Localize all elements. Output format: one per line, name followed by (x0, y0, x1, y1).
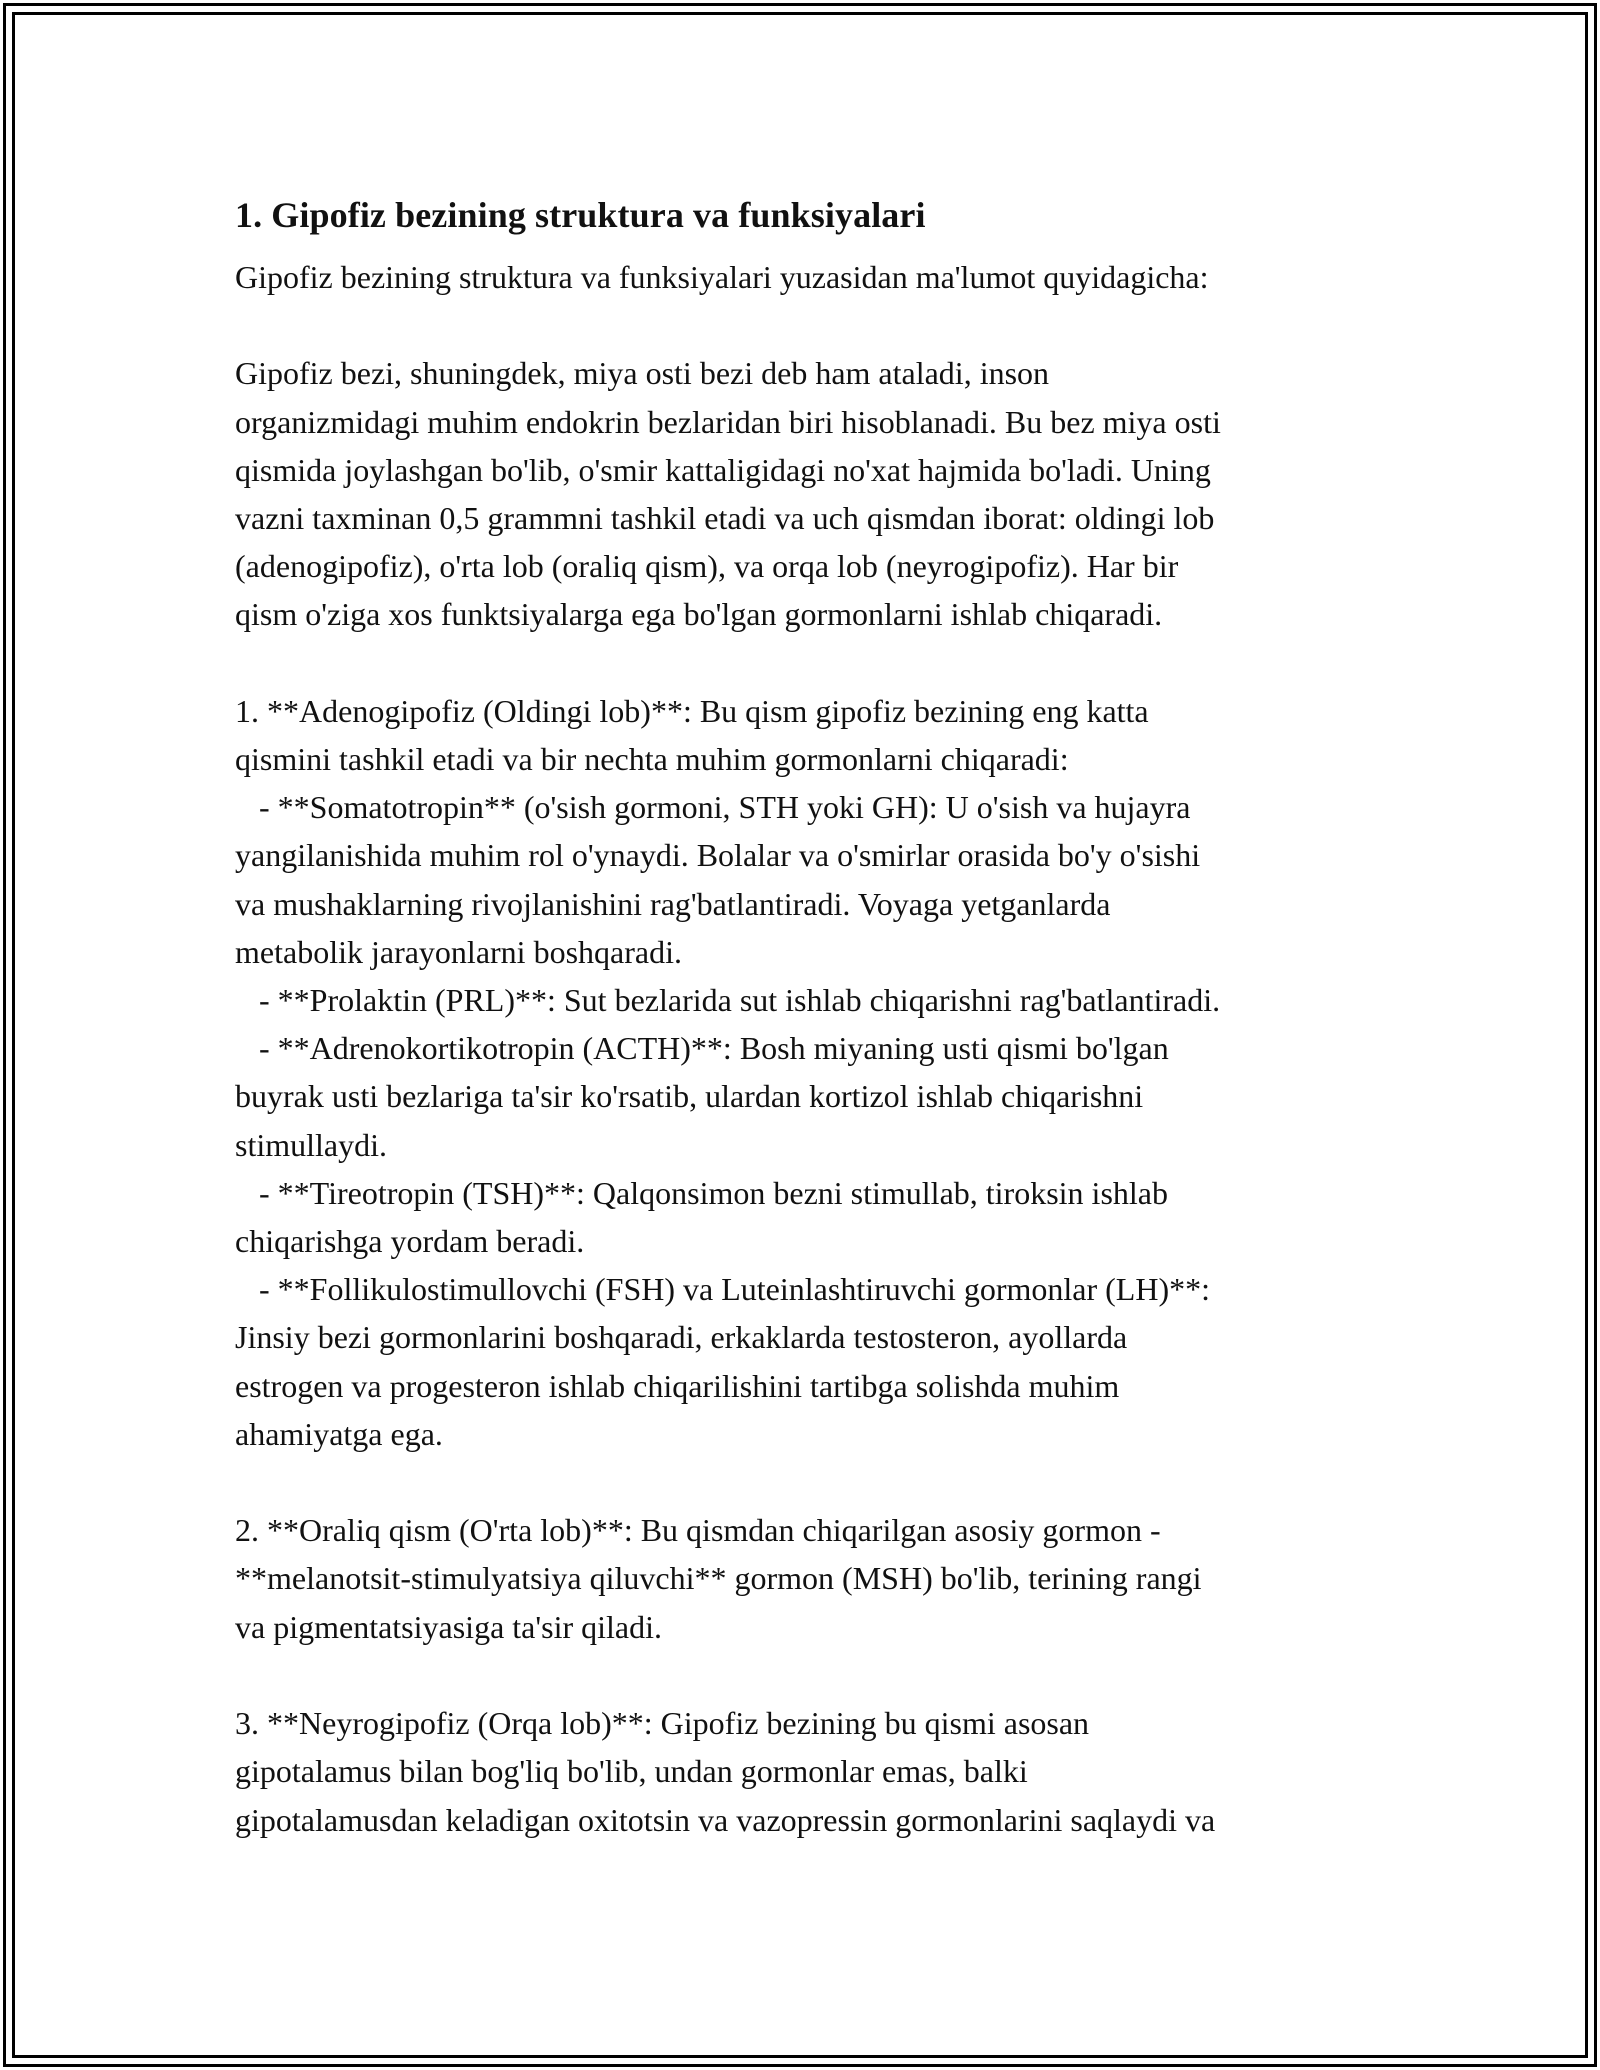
document-body (235, 253, 1385, 1844)
text-line: 3. **Neyrogipofiz (Orqa lob)**: Gipofiz bezining bu qismi asosan (235, 1705, 1090, 1742)
text-line: va pigmentatsiyasiga ta'sir qiladi. (235, 1608, 662, 1645)
text-line (235, 301, 1385, 349)
document-page (235, 185, 1385, 1844)
text-line: Gipofiz bezi, shuningdek, miya osti bezi deb ham ataladi, inson (235, 355, 1050, 392)
text-line (235, 639, 1385, 687)
text-line: qism o'ziga xos funktsiyalarga ega bo'lgan gormonlarni ishlab chiqaradi. (235, 596, 1163, 633)
text-line: ahamiyatga ega. (235, 1415, 443, 1452)
text-line: - **Prolaktin (PRL)**: Sut bezlarida sut ishlab chiqarishni rag'batlantiradi. (235, 982, 1221, 1019)
text-line: 1. **Adenogipofiz (Oldingi lob)**: Bu qism gipofiz bezining eng katta (235, 692, 1149, 729)
text-line: Gipofiz bezining struktura va funksiyalari yuzasidan ma'lumot quyidagicha: (235, 259, 1209, 295)
text-line: gipotalamusdan keladigan oxitotsin va vazopressin gormonlarini saqlaydi va (235, 1801, 1216, 1838)
text-line: - **Tireotropin (TSH)**: Qalqonsimon bezni stimullab, tiroksin ishlab (235, 1174, 1168, 1211)
text-line: buyrak usti bezlariga ta'sir ko'rsatib, ulardan kortizol ishlab chiqarishni (235, 1078, 1144, 1115)
text-line (235, 1458, 1385, 1506)
page-title: 1. Gipofiz bezining struktura va funksiyalari (235, 195, 926, 235)
text-line: gipotalamus bilan bog'liq bo'lib, undan gormonlar emas, balki (235, 1753, 1028, 1790)
text-line: yangilanishida muhim rol o'ynaydi. Bolalar va o'smirlar orasida bo'y o'sishi (235, 837, 1201, 874)
text-line: organizmidagi muhim endokrin bezlaridan biri hisoblanadi. Bu bez miya osti (235, 403, 1221, 440)
text-line: - **Somatotropin** (o'sish gormoni, STH yoki GH): U o'sish va hujayra (235, 789, 1191, 826)
text-line: qismini tashkil etadi va bir nechta muhim gormonlarni chiqaradi: (235, 741, 1069, 778)
text-line: 2. **Oraliq qism (O'rta lob)**: Bu qismdan chiqarilgan asosiy gormon - (235, 1512, 1161, 1549)
text-line: Jinsiy bezi gormonlarini boshqaradi, erkaklarda testosteron, ayollarda (235, 1319, 1128, 1356)
text-line: qismida joylashgan bo'lib, o'smir kattaligidagi no'xat hajmida bo'ladi. Uning (235, 451, 1211, 488)
text-line (235, 1651, 1385, 1699)
text-line: - **Follikulostimullovchi (FSH) va Luteinlashtiruvchi gormonlar (LH)**: (235, 1271, 1210, 1308)
text-line: estrogen va progesteron ishlab chiqarilishini tartibga solishda muhim (235, 1367, 1120, 1404)
text-line: vazni taxminan 0,5 grammni tashkil etadi va uch qismdan iborat: oldingi lob (235, 500, 1215, 537)
text-line: stimullaydi. (235, 1126, 387, 1163)
text-line: - **Adrenokortikotropin (ACTH)**: Bosh miyaning usti qismi bo'lgan (235, 1030, 1169, 1067)
text-line: chiqarishga yordam beradi. (235, 1223, 585, 1260)
text-line: **melanotsit-stimulyatsiya qiluvchi** gormon (MSH) bo'lib, terining rangi (235, 1560, 1202, 1597)
text-line: metabolik jarayonlarni boshqaradi. (235, 933, 682, 970)
text-line: (adenogipofiz), o'rta lob (oraliq qism), va orqa lob (neyrogipofiz). Har bir (235, 548, 1179, 585)
text-line: va mushaklarning rivojlanishini rag'batlantiradi. Voyaga yetganlarda (235, 885, 1111, 922)
